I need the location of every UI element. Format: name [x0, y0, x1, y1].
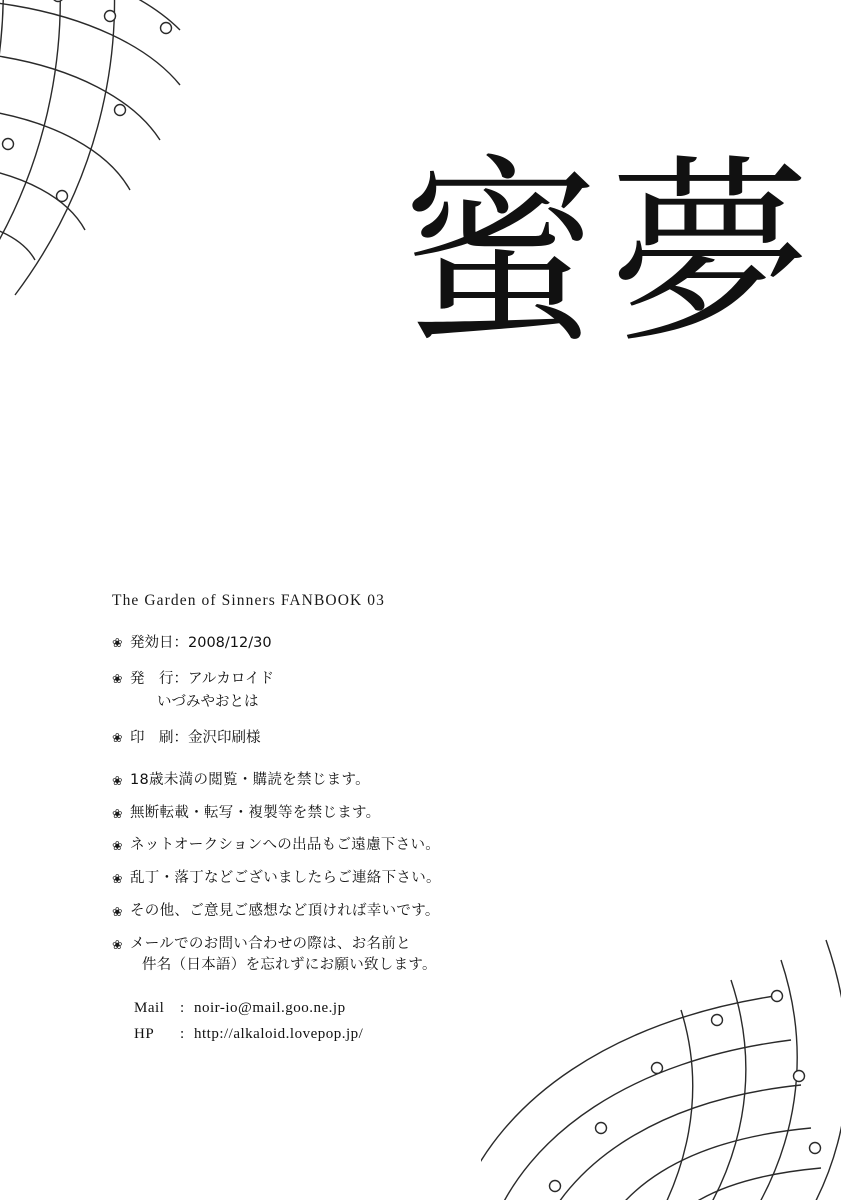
- notice-item: [112, 803, 632, 825]
- notice-text: 18歳未満の閲覧・購読を禁じます。: [130, 771, 370, 788]
- flower-icon: ❀: [112, 903, 123, 919]
- credit-subvalue: いづみやおとは: [157, 693, 259, 710]
- credit-row-publication-date: [112, 632, 632, 654]
- notice-text: 無断転載・転写・複製等を禁じます。: [130, 804, 381, 821]
- flower-icon: ❀: [112, 936, 123, 952]
- credit-label: 発 行：: [130, 671, 188, 688]
- credit-value: 金沢印刷様: [188, 730, 261, 747]
- notice-text-continued: 件名（日本語）を忘れずにお願い致します。: [142, 957, 437, 974]
- notice-text: その他、ご意見ご感想など頂ければ幸いです。: [130, 902, 440, 919]
- contact-list: [112, 995, 632, 1048]
- credit-row-printer: [112, 727, 632, 749]
- credit-row-publisher: [112, 668, 632, 713]
- flower-icon: ❀: [112, 871, 123, 887]
- colophon-heading: The Garden of Sinners FANBOOK 03: [112, 592, 385, 609]
- notice-item: [112, 934, 632, 978]
- contact-url-value[interactable]: http://alkaloid.lovepop.jp/: [194, 1026, 364, 1043]
- flower-icon: ❀: [112, 805, 123, 821]
- notice-item: [112, 770, 632, 792]
- notice-item: [112, 868, 632, 890]
- contact-label: Mail: [134, 1000, 165, 1017]
- decorative-line-art-top-left: [0, 0, 340, 320]
- notice-text: メールでのお問い合わせの際は、お名前と: [130, 935, 411, 952]
- contact-colon: :: [180, 1026, 185, 1043]
- contact-row-mail: [134, 995, 632, 1021]
- contact-colon: :: [180, 1000, 185, 1017]
- notice-text: 乱丁・落丁などございましたらご連絡下さい。: [130, 870, 441, 887]
- credit-value: 2008/12/30: [188, 635, 272, 651]
- notice-text: ネットオークションへの出品もご遠慮下さい。: [130, 837, 441, 854]
- credit-label: 発効日：: [130, 635, 188, 651]
- credit-value: アルカロイド: [188, 671, 274, 688]
- flower-icon: ❀: [112, 772, 123, 788]
- flower-icon: ❀: [112, 635, 123, 650]
- flower-icon: ❀: [112, 730, 123, 746]
- notice-list: [112, 770, 632, 977]
- flower-icon: ❀: [112, 671, 123, 687]
- book-title: [400, 138, 821, 430]
- notice-item: [112, 901, 632, 923]
- credit-label: 印 刷：: [130, 730, 188, 747]
- colophon-block: [112, 592, 632, 1048]
- book-title-text: 蜜夢: [400, 138, 821, 371]
- notice-item: [112, 835, 632, 857]
- contact-row-homepage: [134, 1021, 632, 1047]
- flower-icon: ❀: [112, 838, 123, 854]
- contact-email-value[interactable]: noir-io@mail.goo.ne.jp: [194, 1000, 346, 1017]
- contact-label: HP: [134, 1026, 155, 1043]
